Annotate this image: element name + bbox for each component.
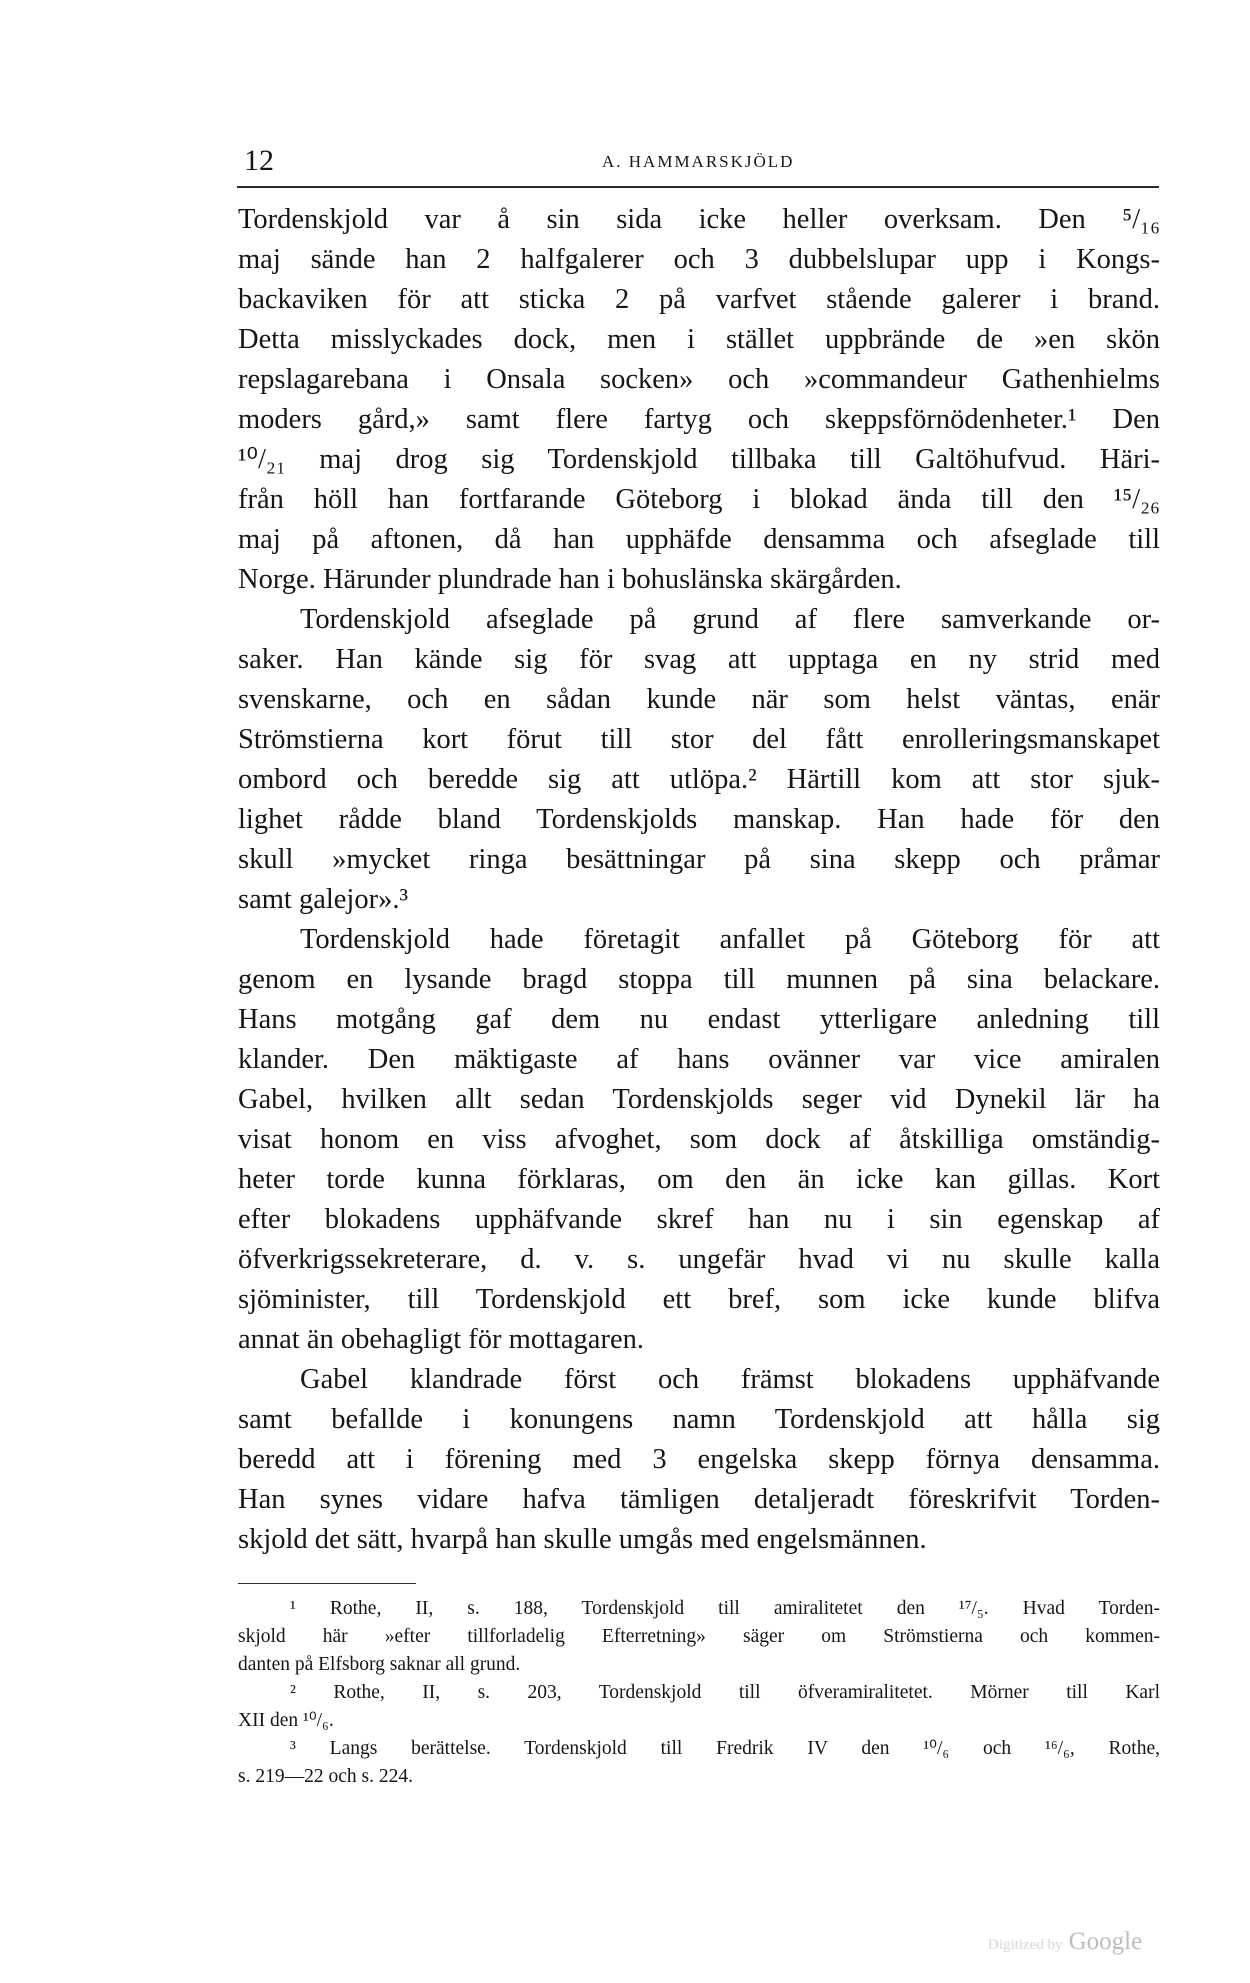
text-line: skjold det sätt, hvarpå han skulle umgås med engelsmännen. [238, 1524, 927, 1555]
text-line: maj sände han 2 halfgalerer och 3 dubbelslupar upp i Kongs- [238, 244, 1160, 275]
footnote-line: ³ Langs berättelse. Tordenskjold till Fredrik IV den ¹⁰/₆ och ¹⁶/₆, Rothe, [290, 1738, 1160, 1759]
running-head: A. HAMMARSKJÖLD [602, 152, 795, 171]
watermark-digitized-label: Digitized by [988, 1937, 1063, 1953]
text-line: annat än obehagligt för mottagaren. [238, 1324, 644, 1355]
text-line: samt galejor».³ [238, 884, 408, 915]
page-header [232, 140, 1162, 180]
footnote-rule [238, 1583, 416, 1584]
text-line: ¹⁰/₂₁ maj drog sig Tordenskjold tillbaka till Galtöhufvud. Häri- [238, 444, 1160, 475]
text-line: samt befallde i konungens namn Tordenskjold att hålla sig [238, 1404, 1160, 1435]
text-line: Gabel, hvilken allt sedan Tordenskjolds seger vid Dynekil lär ha [238, 1084, 1160, 1115]
text-line: skull »mycket ringa besättningar på sina skepp och pråmar [238, 844, 1160, 875]
text-line: genom en lysande bragd stoppa till munnen på sina belackare. [238, 964, 1160, 995]
text-line: Strömstierna kort förut till stor del fått enrolleringsmanskapet [238, 724, 1160, 755]
text-line: lighet rådde bland Tordenskjolds manskap. Han hade för den [238, 804, 1160, 835]
text-line: Norge. Härunder plundrade han i bohuslänska skärgården. [238, 564, 902, 595]
text-line: repslagarebana i Onsala socken» och »commandeur Gathenhielms [238, 364, 1160, 395]
footnote-line: skjold här »efter tillforladelig Efterretning» säger om Strömstierna och kommen- [238, 1626, 1160, 1647]
text-line: heter torde kunna förklaras, om den än icke kan gillas. Kort [238, 1164, 1160, 1195]
text-line: sjöminister, till Tordenskjold ett bref, som icke kunde blifva [238, 1284, 1160, 1315]
body-text [238, 200, 1160, 1560]
text-line: klander. Den mäktigaste af hans ovänner var vice amiralen [238, 1044, 1160, 1075]
text-line: maj på aftonen, då han upphäfde densamma och afseglade till [238, 524, 1160, 555]
footnote-line: XII den ¹⁰/₆. [238, 1710, 334, 1731]
text-line: Tordenskjold var å sin sida icke heller overksam. Den ⁵/₁₆ [238, 204, 1160, 235]
text-line: Gabel klandrade först och främst blokadens upphäfvande [300, 1364, 1160, 1395]
text-line: backaviken för att sticka 2 på varfvet stående galerer i brand. [238, 284, 1160, 315]
watermark-brand: Google [1068, 1928, 1143, 1955]
footnotes [238, 1595, 1160, 1791]
text-line: Tordenskjold hade företagit anfallet på Göteborg för att [300, 924, 1160, 955]
text-line: från höll han fortfarande Göteborg i blokad ända till den ¹⁵/₂₆ [238, 484, 1160, 515]
text-line: visat honom en viss afvoghet, som dock af åtskilliga omständig- [238, 1124, 1160, 1155]
text-line: öfverkrigssekreterare, d. v. s. ungefär hvad vi nu skulle kalla [238, 1244, 1160, 1275]
text-line: efter blokadens upphäfvande skref han nu i sin egenskap af [238, 1204, 1160, 1235]
google-watermark [988, 1928, 1142, 1956]
text-line: Han synes vidare hafva tämligen detaljeradt föreskrifvit Torden- [238, 1484, 1160, 1515]
footnote-line: ² Rothe, II, s. 203, Tordenskjold till öfveramiralitetet. Mörner till Karl [290, 1682, 1160, 1703]
text-line: Hans motgång gaf dem nu endast ytterligare anledning till [238, 1004, 1160, 1035]
text-line: ombord och beredde sig att utlöpa.² Härtill kom att stor sjuk- [238, 764, 1160, 795]
text-line: moders gård,» samt flere fartyg och skeppsförnödenheter.¹ Den [238, 404, 1160, 435]
text-line: beredd att i förening med 3 engelska skepp förnya densamma. [238, 1444, 1160, 1475]
text-line: saker. Han kände sig för svag att upptaga en ny strid med [238, 644, 1160, 675]
text-line: Tordenskjold afseglade på grund af flere samverkande or- [300, 604, 1160, 635]
text-line: svenskarne, och en sådan kunde när som helst väntas, enär [238, 684, 1160, 715]
footnote-line: s. 219—22 och s. 224. [238, 1766, 413, 1787]
page-number: 12 [244, 144, 274, 177]
header-rule [237, 186, 1159, 188]
footnote-line: ¹ Rothe, II, s. 188, Tordenskjold till amiralitetet den ¹⁷/₅. Hvad Torden- [290, 1598, 1160, 1619]
text-line: Detta misslyckades dock, men i stället uppbrände de »en skön [238, 324, 1160, 355]
footnote-line: danten på Elfsborg saknar all grund. [238, 1654, 521, 1675]
